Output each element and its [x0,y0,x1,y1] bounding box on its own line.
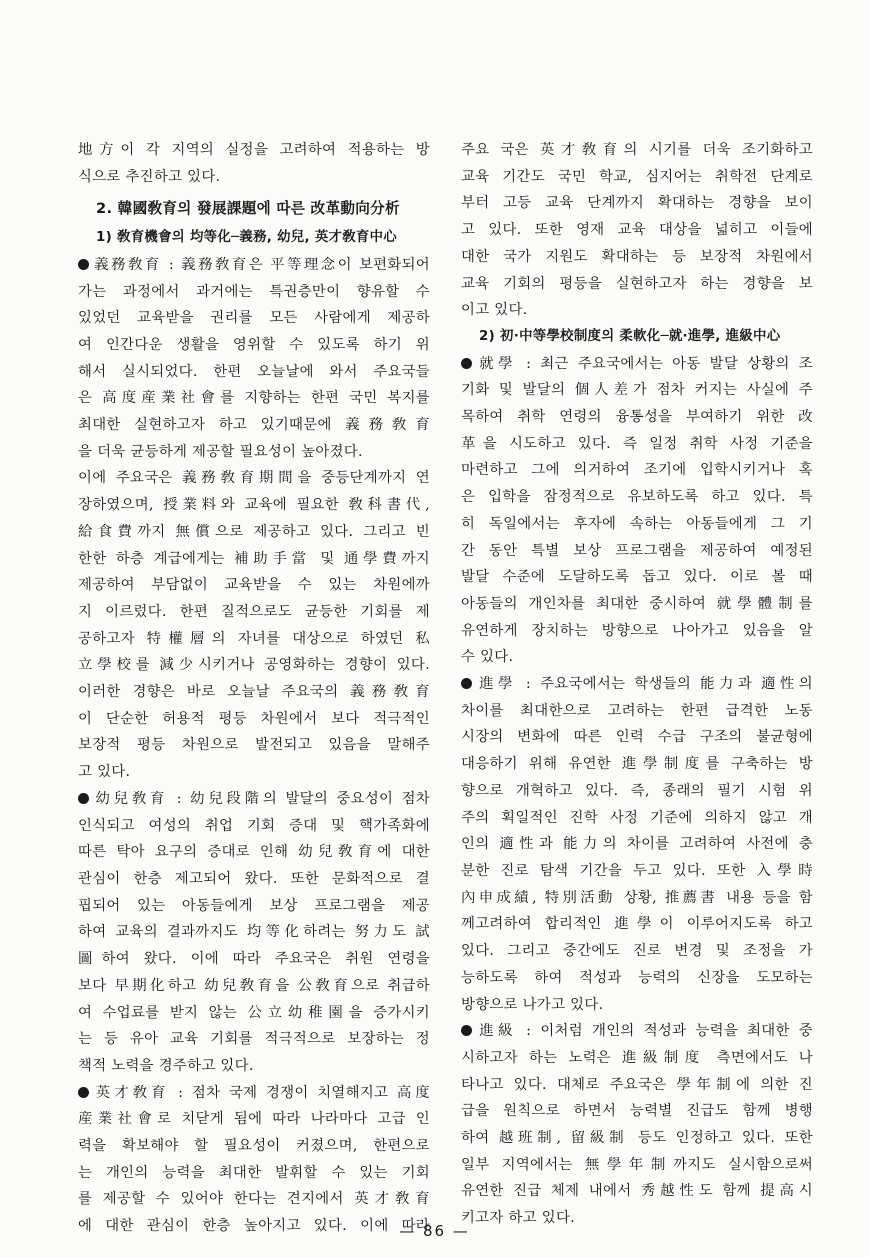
line-text: 보다 早期化하고 幼兒敎育을 公敎育으로 취급하 [78,977,430,994]
line-text: 키고자 하고 있다. [461,1210,576,1227]
bullet-icon [461,358,472,369]
line-text: 교육 기간도 국민 학교, 심지어는 취학전 단계로 [461,168,813,185]
line-text: 英才敎育 : 점차 국제 경쟁이 치열해지고 高度 [92,1084,430,1101]
bullet-icon [461,678,472,689]
text-line [78,1133,430,1160]
line-text: 여 인간다운 생활을 영위할 수 있도록 하기 위 [78,336,430,353]
text-line [78,893,430,920]
text-line [78,866,430,893]
line-text: 최대한 실현하고자 하고 있기때문에 義務敎育 [78,417,430,434]
line-text: 이고 있다. [461,302,528,319]
text-line [78,305,430,332]
line-text: 이에 주요국은 義務敎育期間을 중등단계까지 연 [78,470,430,487]
line-text: 대응하기 위해 유연한 進學制度를 구축하는 방 [461,756,813,773]
bullet-icon [461,1025,472,1036]
line-text: 인의 適性과 能力의 차이를 고려하여 사전에 충 [461,836,813,853]
line-text: 아동들의 개인차를 최대한 중시하여 就學體制를 [461,595,813,612]
text-line [461,484,813,511]
line-text: 목하여 취학 연령의 융통성을 부여하기 위한 改 [461,409,813,426]
line-text: 을 더욱 균등하게 제공할 필요성이 높아졌다. [78,443,363,460]
line-text: 은 高度産業社會를 지향하는 한편 국민 복지를 [78,390,430,407]
text-line [78,492,430,519]
text-line [461,1125,813,1152]
line-text: 就學 : 최근 주요국에서는 아동 발달 상황의 조 [475,355,813,372]
text-line [461,538,813,565]
line-text: 이러한 경향은 바로 오늘날 주요국의 義務敎育 [78,684,430,701]
line-text: 주의 획일적인 진학 사정 기준에 의하지 않고 개 [461,809,813,826]
text-line [78,1053,430,1080]
line-text: 제공하여 부담없이 교육받을 수 있는 차원에까 [78,577,430,594]
text-line [78,652,430,679]
line-text: 에 대한 관심이 한층 높아지고 있다. 이에 따라 [78,1218,430,1235]
line-text: 産業社會로 치닫게 됨에 따라 나라마다 고급 인 [78,1111,430,1128]
line-text: 분한 진로 탐색 기간을 두고 있다. 또한 入學時 [461,862,813,879]
line-text: 방향으로 나가고 있다. [461,996,604,1013]
line-text: 이 단순한 허용적 평등 차원에서 보다 적극적인 [78,710,430,727]
line-text: 1) 敎育機會의 均等化─義務, 幼兒, 英才敎育中心 [96,230,397,246]
section-heading [78,196,430,223]
text-line [78,786,430,813]
line-text: 대한 국가 지원도 확대하는 등 보장적 차원에서 [461,248,813,265]
text-line [461,1152,813,1179]
line-text: 주요 국은 英才敎育의 시기를 더욱 조기화하고 [461,142,813,158]
line-text: 기화 및 발달의 個人差가 점차 커지는 사실에 주 [461,382,813,399]
line-text: 2. 韓國敎育의 發展課題에 따른 改革動向分析 [96,200,400,218]
line-text: 하여 越班制, 留級制 등도 인정하고 있다. 또한 [461,1130,813,1147]
line-text: 능하도록 하여 적성과 능력의 신장을 도모하는 [461,969,813,986]
text-line [78,706,430,733]
text-line [78,813,430,840]
line-text: 수 있다. [461,649,514,666]
text-line [461,805,813,832]
text-line [461,885,813,912]
line-text: 해서 실시되었다. 한편 오늘날에 와서 주요국들 [78,363,430,380]
line-text: 있다. 그리고 중간에도 진로 변경 및 조정을 가 [461,943,813,960]
line-text: 발달 수준에 도달하도록 돕고 있다. 이로 볼 때 [461,569,813,586]
line-text: 보장적 평등 차원으로 발전되고 있음을 말해주 [78,737,430,754]
text-line [78,599,430,626]
text-line [78,946,430,973]
line-text: 幼兒敎育 : 幼兒段階의 발달의 중요성이 점차 [92,790,430,807]
text-line [78,412,430,439]
line-text: 간 동안 특별 보상 프로그램을 제공하여 예정된 [461,542,813,559]
text-line [78,359,430,386]
text-line [461,244,813,271]
text-line [78,137,430,164]
line-text: 進級 : 이처럼 개인의 적성과 능력을 최대한 중 [475,1023,813,1040]
text-line [78,1026,430,1053]
line-text: 圖하여 왔다. 이에 따라 주요국은 취원 연령을 [78,951,430,968]
text-line [461,778,813,805]
line-text: 향으로 개혁하고 있다. 즉, 종래의 필기 시험 위 [461,782,813,799]
subsection-heading [78,225,430,252]
text-line [78,439,430,466]
text-line [461,564,813,591]
line-text: 력을 확보해야 할 필요성이 커졌으며, 한편으로 [78,1138,430,1155]
line-text: 立學校를 減少시키거나 공영화하는 경향이 있다. [78,657,430,674]
line-text: 는 개인의 능력을 최대한 발휘할 수 있는 기회 [78,1164,430,1181]
line-text: 관심이 한층 제고되어 왔다. 또한 문화적으로 결 [78,870,430,887]
text-line [78,164,430,191]
line-text: 일부 지역에서는 無學年制까지도 실시함으로써 [461,1156,813,1173]
text-line [78,252,430,279]
text-line [461,431,813,458]
line-text: 핍되어 있는 아동들에게 보상 프로그램을 제공 [78,897,430,914]
text-line [461,992,813,1019]
text-line [461,698,813,725]
line-text: 급을 원칙으로 하면서 능력별 진급도 함께 병행 [461,1103,813,1120]
text-line [461,831,813,858]
bullet-icon [78,1087,89,1098]
text-line [78,732,430,759]
text-line [461,190,813,217]
text-line [461,297,813,324]
text-line [78,546,430,573]
line-text: 부터 고등 교육 단계까지 확대하는 경향을 보이 [461,195,813,212]
line-text: 있었던 교육받을 권리를 모든 사람에게 제공하 [78,310,430,327]
text-line [461,724,813,751]
text-line [78,385,430,412]
line-text: 시하고자 하는 노력은 進級制度 측면에서도 나 [461,1049,813,1066]
line-text: 內申成績, 特別活動 상황, 推薦書 내용 등을 함 [461,889,813,906]
text-line [78,519,430,546]
line-text: 고 있다. 또한 영재 교육 대상을 넓히고 이들에 [461,222,813,239]
text-line [461,164,813,191]
text-line [461,1018,813,1045]
text-line [461,965,813,992]
line-text: 給食費까지 無償으로 제공하고 있다. 그리고 빈 [78,523,430,540]
text-line [461,591,813,618]
text-line [78,679,430,706]
text-line [461,911,813,938]
line-text: 革을 시도하고 있다. 즉 일정 취학 사정 기준을 [461,435,813,452]
line-text: 따른 탁아 요구의 증대로 인해 幼兒敎育에 대한 [78,844,430,861]
text-line [461,1098,813,1125]
text-line [78,332,430,359]
text-line [78,279,430,306]
line-text: 교육 기회의 평등을 실현하고자 하는 경향을 보 [461,275,813,292]
line-text: 식으로 추진하고 있다. [78,168,221,185]
text-line [461,137,813,164]
line-text: 히 독일에서는 후자에 속하는 아동들에게 그 기 [461,515,813,532]
text-line [461,511,813,538]
bullet-icon [78,259,89,270]
line-text: 지 이르렀다. 한편 질적으로도 균등한 기회를 제 [78,603,430,620]
text-line [461,1072,813,1099]
page-number: — 86 — [399,1222,470,1240]
text-line [461,457,813,484]
line-text: 를 제공할 수 있어야 한다는 견지에서 英才敎育 [78,1191,430,1208]
text-line [78,572,430,599]
text-line [78,1186,430,1213]
line-text: 차이를 최대한으로 고려하는 한편 급격한 노동 [461,702,813,719]
text-line [78,1080,430,1107]
line-text: 장하였으며, 授業料와 교육에 필요한 敎科書代, [78,497,430,514]
text-line [461,938,813,965]
text-line [78,759,430,786]
text-line [461,618,813,645]
text-line [461,377,813,404]
text-line [461,858,813,885]
text-line [78,839,430,866]
line-text: 시장의 변화에 따른 인력 수급 구조의 불균형에 [461,729,813,746]
text-line [461,1178,813,1205]
text-line [461,271,813,298]
line-text: 책적 노력을 경주하고 있다. [78,1057,254,1074]
text-line [78,1160,430,1187]
line-text: 는 등 유아 교육 기회를 적극적으로 보장하는 정 [78,1031,430,1048]
line-text: 마련하고 그에 의거하여 조기에 입학시키거나 혹 [461,462,813,479]
line-text: 고 있다. [78,764,131,781]
text-line [461,751,813,778]
text-line [461,644,813,671]
line-text: 인식되고 여성의 취업 기회 증대 및 핵가족화에 [78,817,430,834]
subsection-heading [461,324,813,351]
text-line [78,1106,430,1133]
line-text: 進學 : 주요국에서는 학생들의 能力과 適性의 [475,676,813,693]
text-line [78,465,430,492]
line-text: 타나고 있다. 대체로 주요국은 學年制에 의한 진 [461,1076,813,1093]
line-text: 한한 하층 계급에게는 補助手當 및 通學費까지 [78,550,430,567]
left-column [78,137,430,1240]
bullet-icon [78,793,89,804]
text-line [78,626,430,653]
line-text: 유연하게 장치하는 방향으로 나아가고 있음을 알 [461,622,813,639]
line-text: 께고려하여 합리적인 進學이 이루어지도록 하고 [461,916,813,933]
text-line [461,351,813,378]
text-line [461,1045,813,1072]
line-text: 은 입학을 잠정적으로 유보하도록 하고 있다. 특 [461,489,813,506]
line-text: 여 수업료를 받지 않는 公立幼稚園을 증가시키 [78,1004,430,1021]
line-text: 하여 교육의 결과까지도 均等化하려는 努力도 試 [78,924,430,941]
text-line [461,404,813,431]
line-text: 공하고자 特權層의 자녀를 대상으로 하였던 私 [78,630,430,647]
right-column [461,137,813,1232]
text-line [78,919,430,946]
text-line [461,671,813,698]
text-line [78,973,430,1000]
line-text: 義務敎育 : 義務敎育은 平等理念이 보편화되어 [92,256,430,273]
line-text: 地方이 각 지역의 실정을 고려하여 적용하는 방 [78,142,430,158]
line-text: 유연한 진급 체제 내에서 秀越性도 함께 提高시 [461,1183,813,1200]
text-line [461,217,813,244]
line-text: 2) 初·中等學校制度의 柔軟化─就·進學, 進級中心 [479,328,781,344]
line-text: 가는 과정에서 과거에는 특권층만이 향유할 수 [78,283,430,300]
text-line [78,1000,430,1027]
